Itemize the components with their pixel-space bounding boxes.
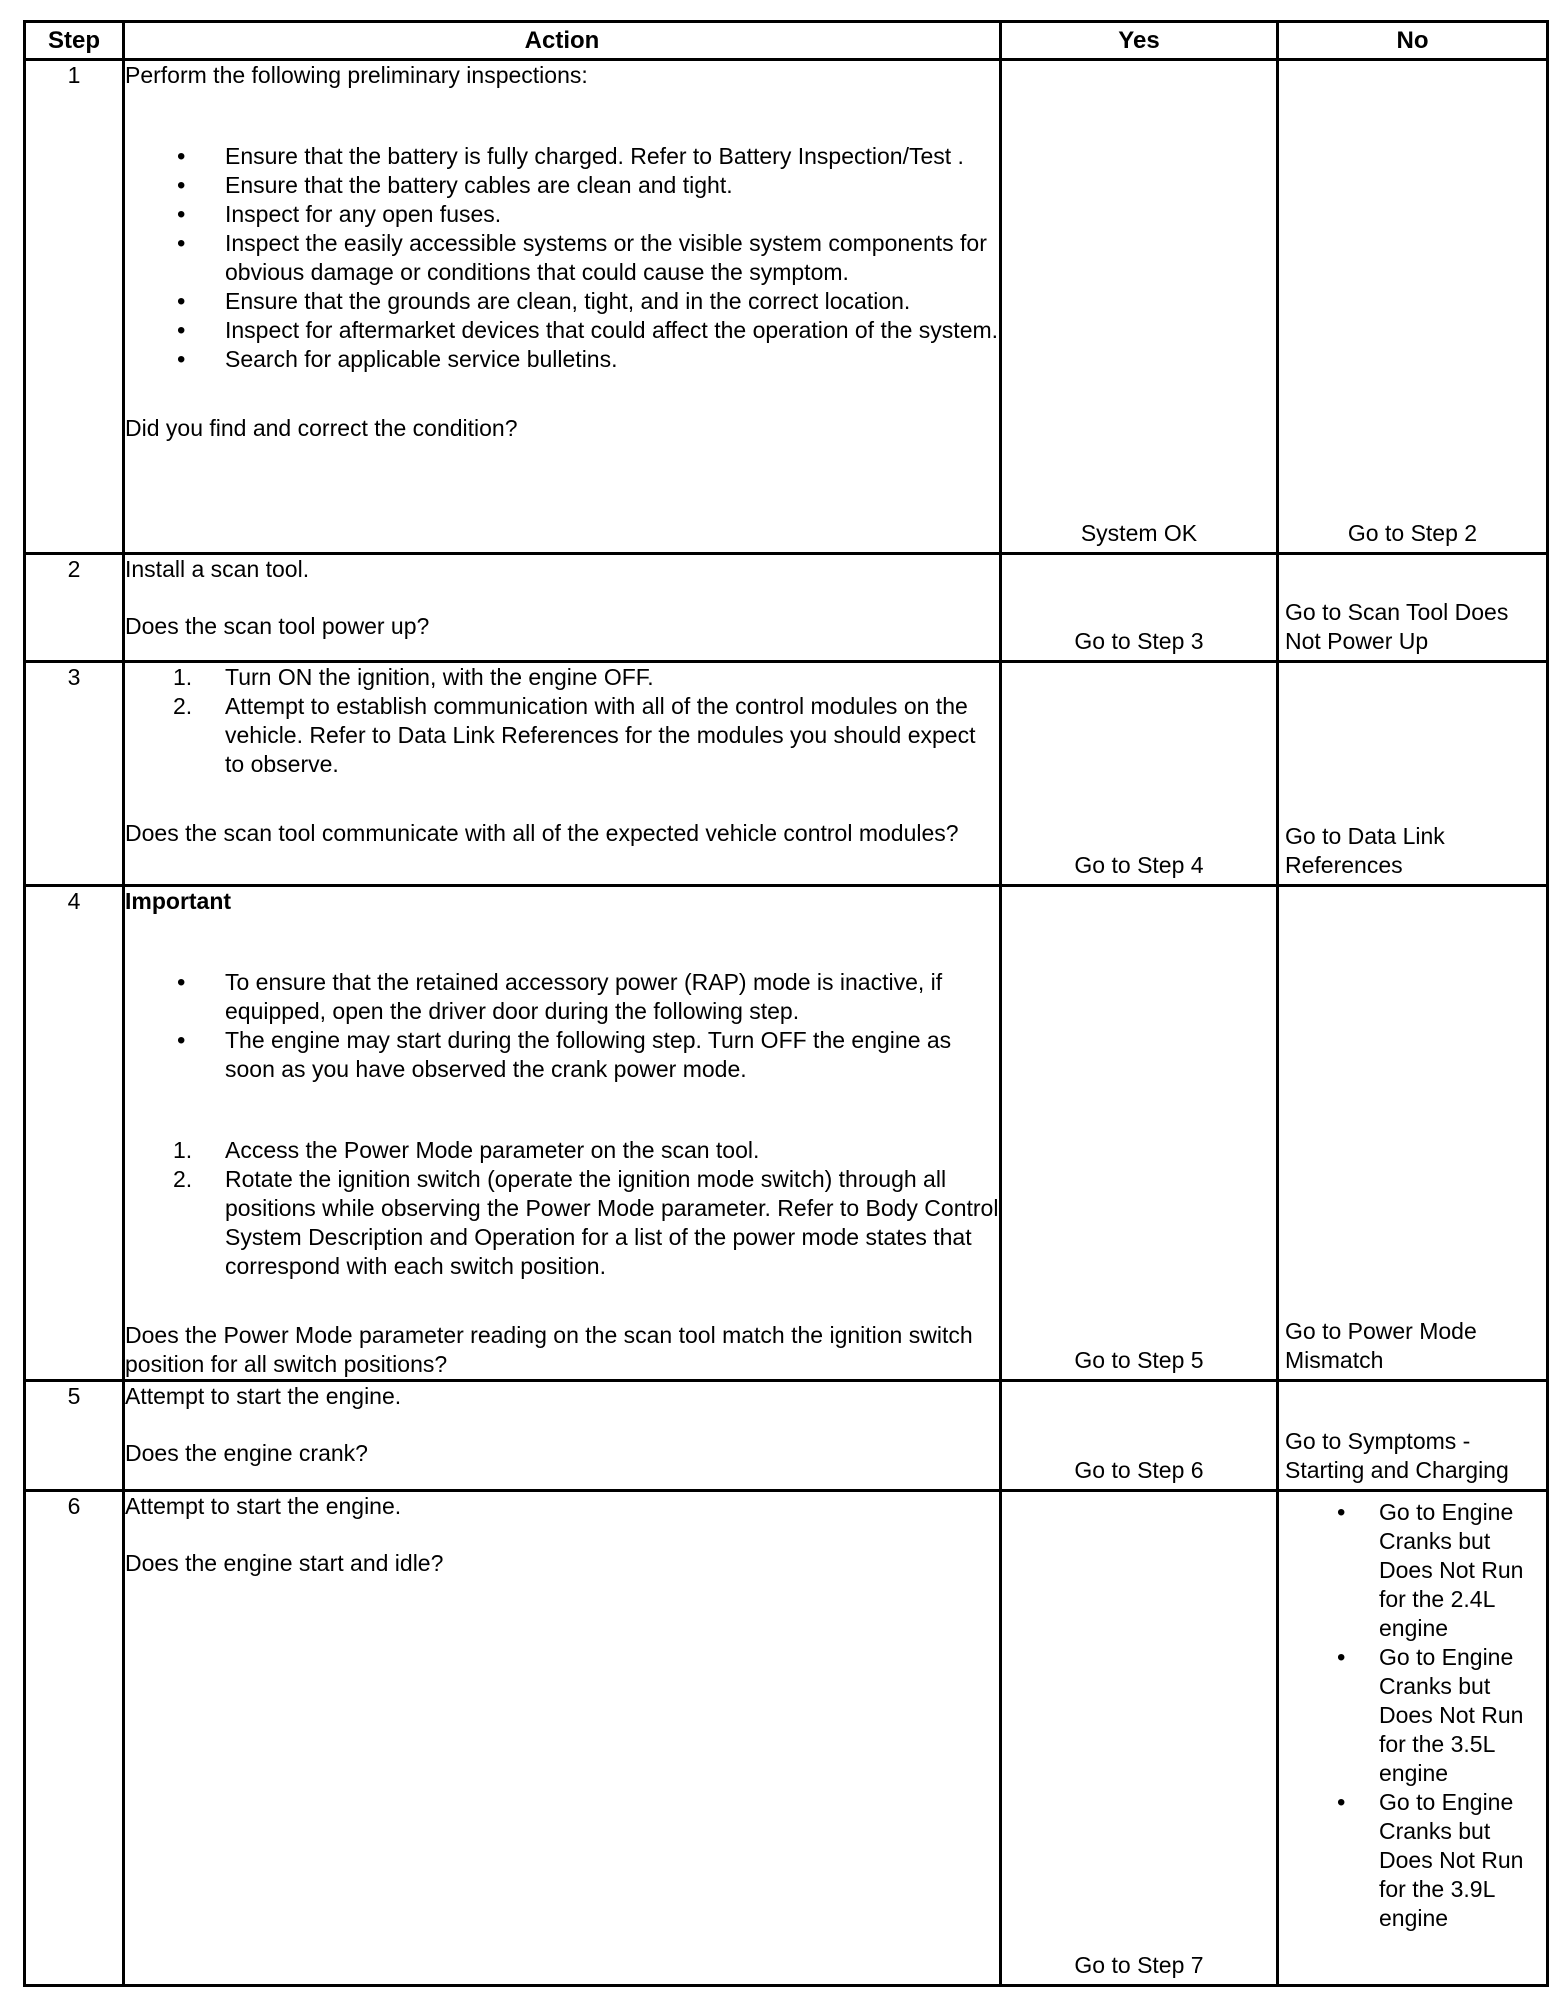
bullet-list	[125, 142, 999, 374]
no-cell	[1278, 554, 1548, 662]
action-question: Does the engine start and idle?	[125, 1550, 444, 1576]
action-cell	[124, 1381, 1001, 1491]
action-cell	[124, 1491, 1001, 1986]
no-result: Go to Symptoms - Starting and Charging	[1285, 1428, 1509, 1483]
action-cell	[124, 554, 1001, 662]
step-number: 4	[25, 886, 124, 1381]
list-item	[125, 1136, 999, 1165]
list-item: • The engine may start during the following step. Turn OFF the engine as soon as you have observed the crank power mode.	[125, 1026, 999, 1084]
yes-result: System OK	[1080, 520, 1198, 546]
header-action: Action	[124, 22, 1001, 60]
step-number: 1	[25, 60, 124, 554]
numbered-list	[125, 663, 999, 779]
list-item: • Search for applicable service bulletins.	[125, 345, 999, 374]
action-cell	[124, 886, 1001, 1381]
step-number: 2	[25, 554, 124, 662]
list-item: • To ensure that the retained accessory power (RAP) mode is inactive, if equipped, open the driver door during the following step.	[125, 968, 999, 1026]
list-item	[125, 663, 999, 692]
yes-cell	[1001, 662, 1278, 886]
table-row	[25, 60, 1548, 554]
header-yes: Yes	[1001, 22, 1278, 60]
yes-cell	[1001, 60, 1278, 554]
list-item: • Ensure that the battery is fully charged. Refer to Battery Inspection/Test .	[125, 142, 999, 171]
item-number: 2.	[173, 693, 193, 719]
important-label: Important	[125, 888, 232, 914]
action-cell	[124, 662, 1001, 886]
list-item: • Ensure that the battery cables are clean and tight.	[125, 171, 999, 200]
action-question: Does the scan tool communicate with all of the expected vehicle control modules?	[125, 820, 959, 846]
no-result-list	[1279, 1498, 1546, 1933]
no-cell	[1278, 1381, 1548, 1491]
list-item: • Inspect the easily accessible systems or the visible system components for obvious damage or conditions that could cause the symptom.	[125, 229, 999, 287]
action-cell	[124, 60, 1001, 554]
no-result: Go to Scan Tool Does Not Power Up	[1285, 599, 1509, 654]
action-intro: Attempt to start the engine.	[125, 1493, 402, 1519]
no-cell	[1278, 886, 1548, 1381]
item-text: Turn ON the ignition, with the engine OFF.	[225, 664, 654, 690]
table-row	[25, 1381, 1548, 1491]
list-item: • Go to Engine Cranks but Does Not Run for the 2.4L engine	[1279, 1498, 1546, 1643]
item-text: Rotate the ignition switch (operate the ignition mode switch) through all positions while observing the Power Mode parameter. Refer to Body Control System Description and Operation for a list of the power mode states that correspond with each switch position.	[225, 1166, 999, 1279]
list-item	[125, 1165, 999, 1281]
list-item: • Go to Engine Cranks but Does Not Run for the 3.5L engine	[1279, 1643, 1546, 1788]
yes-result: Go to Step 7	[1074, 1952, 1204, 1978]
yes-cell	[1001, 554, 1278, 662]
item-text: Access the Power Mode parameter on the scan tool.	[225, 1137, 760, 1163]
yes-cell	[1001, 1381, 1278, 1491]
step-number: 5	[25, 1381, 124, 1491]
table-row	[25, 662, 1548, 886]
item-number: 2.	[173, 1166, 193, 1192]
no-cell	[1278, 60, 1548, 554]
item-number: 1.	[173, 1137, 193, 1163]
header-no: No	[1278, 22, 1548, 60]
yes-result: Go to Step 3	[1074, 628, 1204, 654]
action-question: Does the Power Mode parameter reading on the scan tool match the ignition switch position for all switch positions?	[125, 1322, 973, 1377]
yes-result: Go to Step 6	[1074, 1457, 1204, 1483]
table-row	[25, 886, 1548, 1381]
numbered-list	[125, 1136, 999, 1281]
no-cell	[1278, 1491, 1548, 1986]
list-item	[125, 692, 999, 779]
item-number: 1.	[173, 664, 193, 690]
yes-result: Go to Step 5	[1074, 1347, 1204, 1373]
table-row	[25, 1491, 1548, 1986]
action-intro: Perform the following preliminary inspections:	[125, 62, 588, 88]
table-row	[25, 554, 1548, 662]
item-text: Attempt to establish communication with all of the control modules on the vehicle. Refer to Data Link References for the modules you should expect to observe.	[225, 693, 976, 777]
action-intro: Attempt to start the engine.	[125, 1383, 402, 1409]
yes-cell	[1001, 886, 1278, 1381]
bullet-list	[125, 968, 999, 1084]
header-step: Step	[25, 22, 124, 60]
action-question: Did you find and correct the condition?	[125, 415, 518, 441]
action-question: Does the engine crank?	[125, 1440, 368, 1466]
list-item: • Ensure that the grounds are clean, tight, and in the correct location.	[125, 287, 999, 316]
yes-result: Go to Step 4	[1074, 852, 1204, 878]
no-result: Go to Data Link References	[1285, 823, 1445, 878]
header-row	[25, 22, 1548, 60]
list-item: • Inspect for aftermarket devices that could affect the operation of the system.	[125, 316, 999, 345]
step-number: 3	[25, 662, 124, 886]
action-intro: Install a scan tool.	[125, 556, 310, 582]
no-result: Go to Power Mode Mismatch	[1285, 1318, 1477, 1373]
yes-cell	[1001, 1491, 1278, 1986]
list-item: • Inspect for any open fuses.	[125, 200, 999, 229]
step-number: 6	[25, 1491, 124, 1986]
no-cell	[1278, 662, 1548, 886]
action-question: Does the scan tool power up?	[125, 613, 430, 639]
diagnostic-table	[23, 20, 1549, 1987]
no-result: Go to Step 2	[1347, 520, 1478, 546]
list-item: • Go to Engine Cranks but Does Not Run for the 3.9L engine	[1279, 1788, 1546, 1933]
